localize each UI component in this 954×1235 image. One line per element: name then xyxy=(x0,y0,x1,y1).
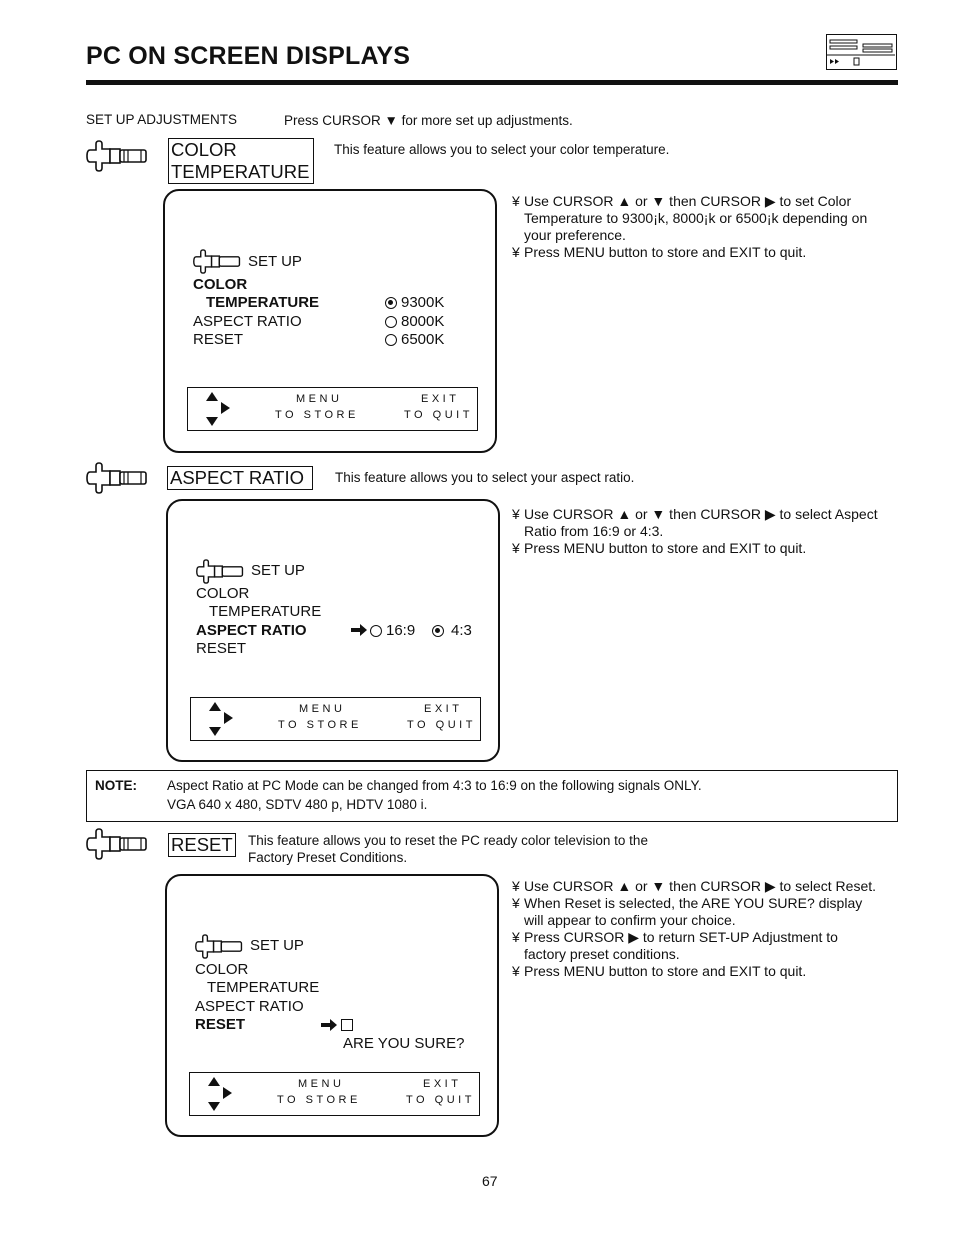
osd-hand-icon xyxy=(195,934,243,959)
bullet-mark: ¥ xyxy=(512,506,520,522)
reset-bullet-2-cont: will appear to confirm your choice. xyxy=(524,912,736,928)
cursor-up-icon xyxy=(206,392,218,401)
aspect-bullet-1: Use CURSOR ▲ or ▼ then CURSOR ▶ to select Aspect xyxy=(524,506,878,522)
osd-setup-title: SET UP xyxy=(250,937,304,954)
reset-description-1: This feature allows you to reset the PC ready color television to the xyxy=(248,833,648,848)
reset-bullet-2: When Reset is selected, the ARE YOU SURE? display xyxy=(524,895,863,911)
bullet-mark: ¥ xyxy=(512,929,520,945)
page-number: 67 xyxy=(482,1173,498,1189)
bullet-mark: ¥ xyxy=(512,244,520,260)
osd-item-temperature: TEMPERATURE xyxy=(206,294,320,311)
cursor-right-icon xyxy=(224,712,233,724)
osd-are-you-sure: ARE YOU SURE? xyxy=(343,1035,465,1052)
reset-bullet-4: Press MENU button to store and EXIT to quit. xyxy=(524,963,807,979)
aspect-bullet-2: Press MENU button to store and EXIT to quit. xyxy=(524,540,807,556)
osd-exit-label: EXIT xyxy=(421,393,460,405)
osd-option-4-3 xyxy=(432,622,472,641)
reset-bullet-1: Use CURSOR ▲ or ▼ then CURSOR ▶ to select Reset. xyxy=(524,878,877,894)
color-osd-screen xyxy=(163,189,497,453)
reset-instructions xyxy=(512,878,897,980)
reset-bullet-3: Press CURSOR ▶ to return SET-UP Adjustment to xyxy=(524,929,838,945)
setup-adjustments-label: SET UP ADJUSTMENTS xyxy=(86,112,238,127)
color-bullet-1: Use CURSOR ▲ or ▼ then CURSOR ▶ to set Color xyxy=(524,193,852,209)
osd-to-quit-label: TO QUIT xyxy=(407,719,476,731)
osd-item-aspect-ratio: ASPECT RATIO xyxy=(195,998,304,1015)
osd-option-16-9 xyxy=(370,622,415,641)
osd-item-temperature: TEMPERATURE xyxy=(209,603,322,620)
cursor-down-icon xyxy=(209,727,221,736)
note-line-1: Aspect Ratio at PC Mode can be changed from 4:3 to 16:9 on the following signals ONLY. xyxy=(167,778,702,793)
osd-item-reset: RESET xyxy=(196,640,247,657)
bullet-mark: ¥ xyxy=(512,878,520,894)
note-box xyxy=(86,770,898,822)
cursor-up-icon xyxy=(208,1077,220,1086)
reset-checkbox-icon xyxy=(341,1019,353,1031)
color-instructions xyxy=(512,193,892,261)
osd-footer xyxy=(189,1072,480,1116)
osd-item-color: COLOR xyxy=(195,961,249,978)
osd-footer xyxy=(187,387,478,431)
osd-to-store-label: TO STORE xyxy=(277,1094,361,1106)
bullet-mark: ¥ xyxy=(512,895,520,911)
osd-option-9300k xyxy=(385,294,444,313)
osd-exit-label: EXIT xyxy=(424,703,463,715)
aspect-ratio-label-box: ASPECT RATIO xyxy=(167,466,313,490)
osd-item-color: COLOR xyxy=(196,585,250,602)
cursor-right-icon xyxy=(221,402,230,414)
option-label: 9300K xyxy=(401,294,445,311)
osd-exit-label: EXIT xyxy=(423,1078,462,1090)
color-temperature-label-box xyxy=(168,138,314,184)
cursor-down-icon xyxy=(206,417,218,426)
tv-logo-icon xyxy=(826,34,897,70)
reset-description-2: Factory Preset Conditions. xyxy=(248,850,408,865)
pointer-arrow-icon xyxy=(351,624,368,636)
osd-item-reset: RESET xyxy=(193,331,244,348)
osd-hand-icon xyxy=(193,249,241,274)
aspect-description: This feature allows you to select your aspect ratio. xyxy=(335,470,635,485)
option-label: 16:9 xyxy=(386,622,416,639)
osd-setup-title: SET UP xyxy=(251,562,305,579)
pointer-arrow-icon xyxy=(321,1019,338,1031)
reset-label-box: RESET xyxy=(168,833,236,857)
radio-selected-icon xyxy=(385,297,397,309)
radio-empty-icon xyxy=(385,316,397,328)
osd-footer xyxy=(190,697,481,741)
aspect-osd-screen xyxy=(166,499,500,762)
osd-option-6500k xyxy=(385,331,444,350)
osd-item-color: COLOR xyxy=(193,276,248,293)
title-rule xyxy=(86,80,898,85)
osd-menu-label: MENU xyxy=(298,1078,345,1090)
setup-press-instruction: Press CURSOR ▼ for more set up adjustments. xyxy=(284,113,573,128)
osd-setup-title: SET UP xyxy=(248,253,302,270)
radio-selected-icon xyxy=(432,625,444,637)
reset-bullet-3-cont: factory preset conditions. xyxy=(524,946,680,962)
note-line-2: VGA 640 x 480, SDTV 480 p, HDTV 1080 i. xyxy=(167,797,428,812)
osd-to-store-label: TO STORE xyxy=(275,409,359,421)
note-label: NOTE: xyxy=(95,778,137,793)
remote-hand-icon xyxy=(86,462,148,494)
reset-osd-screen xyxy=(165,874,499,1137)
color-description: This feature allows you to select your color temperature. xyxy=(334,142,670,157)
cursor-up-icon xyxy=(209,702,221,711)
cursor-right-icon xyxy=(223,1087,232,1099)
option-label: 4:3 xyxy=(451,622,472,639)
color-bullet-1-cont2: your preference. xyxy=(524,227,626,243)
remote-hand-icon xyxy=(86,140,148,172)
osd-item-aspect-ratio: ASPECT RATIO xyxy=(193,313,302,330)
osd-option-8000k xyxy=(385,313,444,332)
aspect-instructions xyxy=(512,506,892,557)
osd-hand-icon xyxy=(196,559,244,584)
color-label-line1: COLOR xyxy=(171,139,237,160)
osd-menu-label: MENU xyxy=(299,703,346,715)
page-title: PC ON SCREEN DISPLAYS xyxy=(86,42,411,70)
radio-empty-icon xyxy=(370,625,382,637)
bullet-mark: ¥ xyxy=(512,540,520,556)
osd-item-reset: RESET xyxy=(195,1016,246,1033)
osd-menu-label: MENU xyxy=(296,393,343,405)
color-bullet-1-cont: Temperature to 9300¡k, 8000¡k or 6500¡k depending on xyxy=(524,210,868,226)
color-bullet-2: Press MENU button to store and EXIT to quit. xyxy=(524,244,807,260)
osd-to-quit-label: TO QUIT xyxy=(406,1094,475,1106)
cursor-down-icon xyxy=(208,1102,220,1111)
osd-item-aspect-ratio: ASPECT RATIO xyxy=(196,622,307,639)
osd-to-quit-label: TO QUIT xyxy=(404,409,473,421)
aspect-bullet-1-cont: Ratio from 16:9 or 4:3. xyxy=(524,523,664,539)
remote-hand-icon xyxy=(86,828,148,860)
osd-item-temperature: TEMPERATURE xyxy=(207,979,320,996)
bullet-mark: ¥ xyxy=(512,193,520,209)
option-label: 6500K xyxy=(401,331,445,348)
radio-empty-icon xyxy=(385,334,397,346)
osd-to-store-label: TO STORE xyxy=(278,719,362,731)
bullet-mark: ¥ xyxy=(512,963,520,979)
color-label-line2: TEMPERATURE xyxy=(171,161,310,182)
option-label: 8000K xyxy=(401,313,445,330)
